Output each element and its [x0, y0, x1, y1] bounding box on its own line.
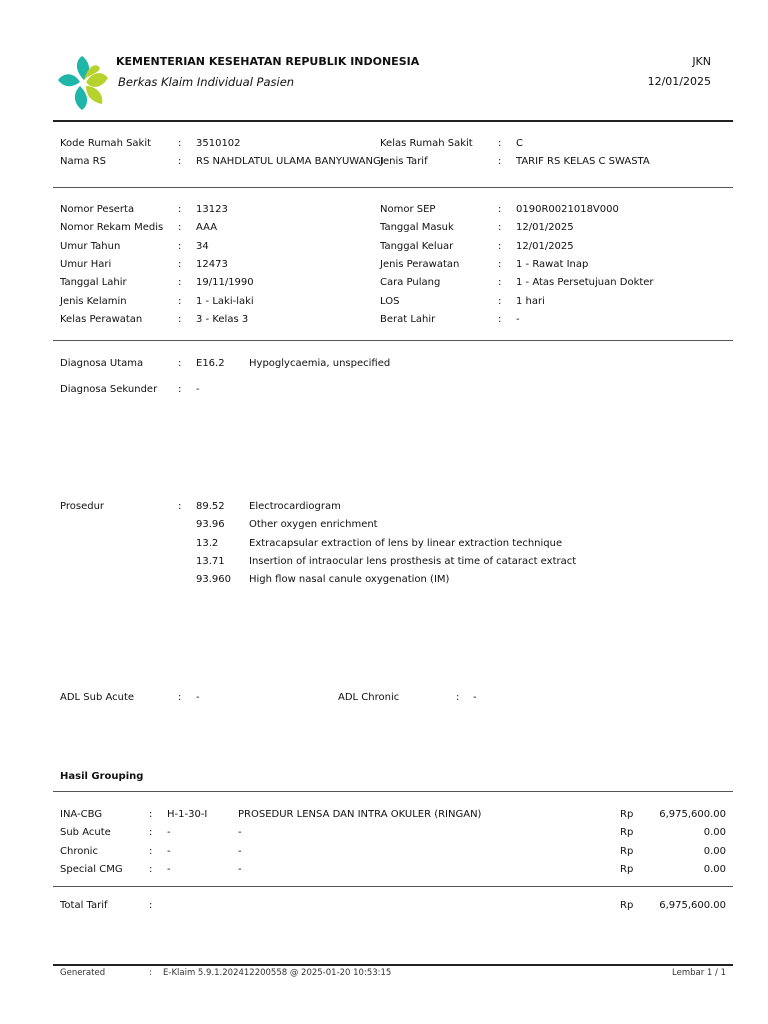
procedure-code: 93.96 [196, 519, 225, 531]
grouping-row-desc: - [238, 845, 242, 857]
primary-diagnosis-label: Diagnosa Utama [60, 358, 144, 369]
separator: : [178, 240, 182, 252]
procedure-desc: Other oxygen enrichment [249, 519, 378, 531]
separator: : [178, 204, 182, 215]
separator: : [149, 845, 153, 857]
grouping-rule [53, 791, 733, 792]
patient-field-label: Kelas Perawatan [60, 313, 143, 325]
patient-field-label: Tanggal Lahir [60, 277, 127, 289]
separator: : [178, 358, 182, 369]
patient-field-label: Cara Pulang [380, 277, 441, 289]
adl-chronic-value: - [473, 692, 477, 703]
procedure-code: 13.2 [196, 537, 219, 549]
patient-field-value: 3 - Kelas 3 [196, 313, 249, 325]
separator: : [149, 827, 153, 839]
ministry-title: KEMENTERIAN KESEHATAN REPUBLIK INDONESIA [116, 55, 420, 68]
secondary-diagnosis-value: - [196, 384, 200, 395]
secondary-diagnosis-label: Diagnosa Sekunder [60, 384, 158, 395]
patient-field-value: 12473 [196, 258, 228, 270]
patient-field-value: 1 - Laki-laki [196, 295, 254, 307]
hospital-class-value: C [516, 138, 523, 149]
total-rule [53, 886, 733, 887]
separator: : [178, 501, 182, 512]
separator: : [498, 277, 502, 289]
separator: : [178, 277, 182, 289]
grouping-row-currency: Rp [620, 809, 634, 820]
procedure-code: 93.960 [196, 574, 231, 586]
separator: : [178, 222, 182, 234]
primary-diagnosis-code: E16.2 [196, 358, 225, 369]
document-date: 12/01/2025 [647, 75, 711, 88]
section-rule [53, 340, 733, 341]
separator: : [498, 240, 502, 252]
total-amount: 6,975,600.00 [659, 900, 726, 911]
adl-sub-acute-label: ADL Sub Acute [60, 692, 135, 703]
grouping-row-code: - [167, 863, 171, 875]
separator: : [498, 138, 502, 149]
hospital-name-value: RS NAHDLATUL ULAMA BANYUWANGI [196, 156, 384, 167]
patient-field-value: 34 [196, 240, 209, 252]
separator: : [498, 204, 502, 215]
separator: : [178, 295, 182, 307]
patient-field-label: Nomor SEP [380, 204, 436, 215]
procedure-desc: Electrocardiogram [249, 501, 341, 512]
patient-field-value: 1 hari [516, 295, 545, 307]
separator: : [178, 692, 182, 703]
separator: : [498, 222, 502, 234]
separator: : [178, 138, 182, 149]
kemenkes-logo [56, 54, 108, 112]
document-subtitle: Berkas Klaim Individual Pasien [118, 75, 295, 89]
patient-field-label: Berat Lahir [380, 313, 436, 325]
footer-rule [53, 964, 733, 966]
grouping-row-currency: Rp [620, 845, 634, 857]
grouping-row-code: - [167, 845, 171, 857]
grouping-row-amount: 0.00 [703, 827, 726, 839]
patient-field-label: Jenis Perawatan [380, 258, 460, 270]
grouping-row-amount: 0.00 [703, 845, 726, 857]
header-rule [53, 120, 733, 122]
grouping-row-desc: - [238, 863, 242, 875]
patient-field-value: - [516, 313, 520, 325]
grouping-row-amount: 0.00 [703, 863, 726, 875]
hospital-name-label: Nama RS [60, 156, 106, 167]
separator: : [456, 692, 460, 703]
procedure-desc: High flow nasal canule oxygenation (IM) [249, 574, 450, 586]
hospital-code-label: Kode Rumah Sakit [60, 138, 152, 149]
patient-field-value: AAA [196, 222, 218, 234]
patient-field-label: Nomor Peserta [60, 204, 135, 215]
grouping-row-code: H-1-30-I [167, 809, 208, 820]
grouping-row-desc: PROSEDUR LENSA DAN INTRA OKULER (RINGAN) [238, 809, 482, 820]
separator: : [149, 863, 153, 875]
patient-field-label: Umur Hari [60, 258, 112, 270]
separator: : [178, 156, 182, 167]
separator: : [149, 809, 153, 820]
grouping-title: Hasil Grouping [60, 771, 144, 782]
procedure-desc: Extracapsular extraction of lens by linear extraction technique [249, 537, 563, 549]
patient-field-value: 1 - Rawat Inap [516, 258, 589, 270]
grouping-row-label: Sub Acute [60, 827, 111, 839]
grouping-row-desc: - [238, 827, 242, 839]
grouping-row-label: Chronic [60, 845, 98, 857]
grouping-row-currency: Rp [620, 863, 634, 875]
patient-field-value: 0190R0021018V000 [516, 204, 619, 215]
procedure-code: 13.71 [196, 555, 225, 567]
footer-generated-value: E-Klaim 5.9.1.202412200558 @ 2025-01-20 10:53:15 [163, 968, 392, 978]
separator: : [498, 313, 502, 325]
grouping-row-label: INA-CBG [60, 809, 103, 820]
procedure-label: Prosedur [60, 501, 105, 512]
separator: : [149, 968, 152, 978]
tariff-type-value: TARIF RS KELAS C SWASTA [516, 156, 650, 167]
patient-field-value: 12/01/2025 [516, 222, 574, 234]
separator: : [498, 156, 502, 167]
hospital-code-value: 3510102 [196, 138, 241, 149]
patient-field-value: 12/01/2025 [516, 240, 574, 252]
patient-field-label: Tanggal Keluar [380, 240, 454, 252]
hospital-class-label: Kelas Rumah Sakit [380, 138, 473, 149]
patient-field-value: 1 - Atas Persetujuan Dokter [516, 277, 654, 289]
grouping-row-currency: Rp [620, 827, 634, 839]
patient-field-value: 13123 [196, 204, 228, 215]
adl-sub-acute-value: - [196, 692, 200, 703]
patient-field-label: Jenis Kelamin [60, 295, 127, 307]
procedure-desc: Insertion of intraocular lens prosthesis at time of cataract extract [249, 555, 577, 567]
procedure-code: 89.52 [196, 501, 225, 512]
footer-page-number: Lembar 1 / 1 [672, 968, 726, 978]
patient-field-label: LOS [380, 295, 400, 307]
separator: : [498, 295, 502, 307]
patient-field-value: 19/11/1990 [196, 277, 254, 289]
footer-generated-label: Generated [60, 968, 106, 978]
separator: : [178, 313, 182, 325]
tariff-type-label: Jenis Tarif [380, 156, 428, 167]
total-tariff-label: Total Tarif [60, 900, 108, 911]
patient-field-label: Tanggal Masuk [380, 222, 454, 234]
patient-field-label: Nomor Rekam Medis [60, 222, 164, 234]
total-currency: Rp [620, 900, 634, 911]
separator: : [178, 258, 182, 270]
patient-field-label: Umur Tahun [60, 240, 121, 252]
separator: : [149, 900, 153, 911]
separator: : [498, 258, 502, 270]
section-rule [53, 187, 733, 188]
separator: : [178, 384, 182, 395]
grouping-row-code: - [167, 827, 171, 839]
grouping-row-label: Special CMG [60, 863, 123, 875]
primary-diagnosis-desc: Hypoglycaemia, unspecified [249, 358, 391, 369]
grouping-row-amount: 6,975,600.00 [659, 809, 726, 820]
adl-chronic-label: ADL Chronic [338, 692, 400, 703]
program-label: JKN [692, 55, 711, 68]
